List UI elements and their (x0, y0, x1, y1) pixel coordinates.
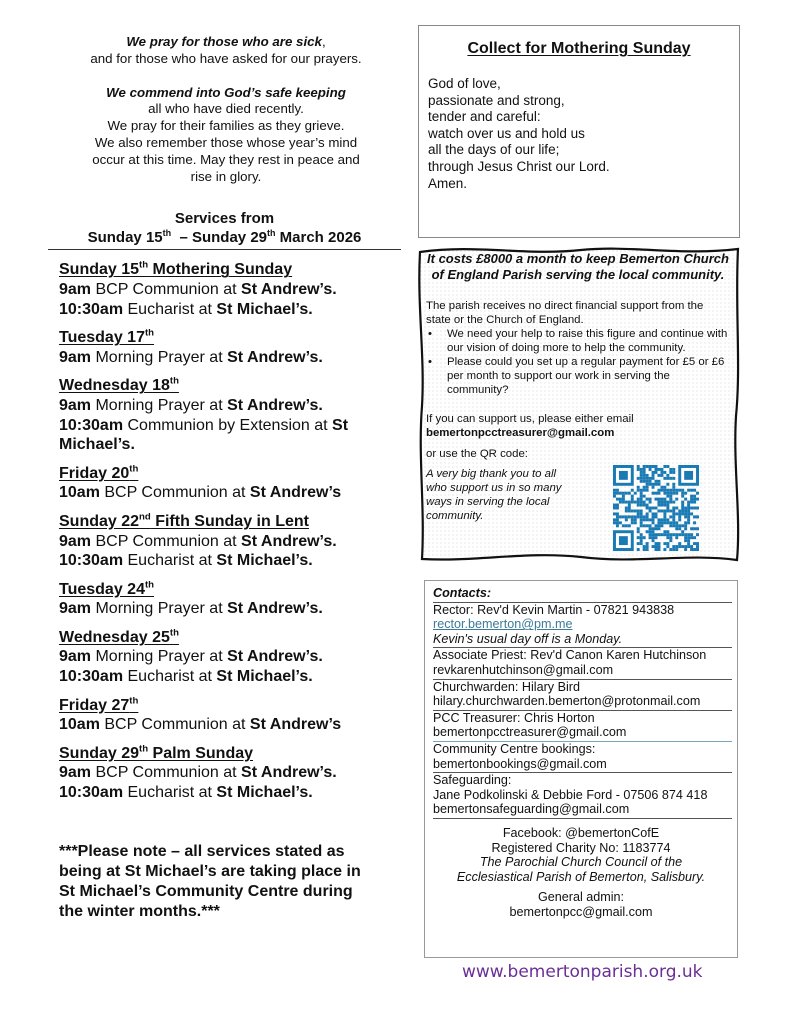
contacts-heading: Contacts: (433, 586, 732, 603)
appeal-box (416, 246, 742, 564)
services-title-line2: Sunday 15th – Sunday 29th March 2026 (87, 228, 362, 247)
service-day (59, 260, 397, 319)
associate-name: Associate Priest: Rev'd Canon Karen Hutchinson (433, 648, 707, 663)
appeal-bullets (426, 327, 730, 397)
rector-note: Kevin's usual day off is a Monday. (433, 631, 623, 646)
service-desc: BCP Communion at (91, 764, 242, 782)
service-day (59, 580, 397, 619)
service-desc: BCP Communion at (91, 532, 242, 550)
winter-note: ***Please note – all services stated as being at St Michael’s are taking place in St Michael’s Community Centre during the winter months.*** (59, 842, 361, 920)
collect-line: watch over us and hold us (428, 125, 585, 141)
appeal-title: It costs £8000 a month to keep Bemerton Church of England Parish serving the local community. (427, 251, 729, 283)
service-item (59, 551, 397, 571)
collect-line: all the days of our life; (428, 142, 560, 158)
collect-box (418, 25, 740, 238)
service-time: 10:30am (59, 300, 124, 318)
service-item (59, 667, 397, 687)
service-item (59, 396, 397, 416)
service-desc: Morning Prayer at (91, 396, 228, 414)
contacts-footer (425, 826, 737, 920)
contact-churchwarden (433, 680, 732, 711)
service-day-heading: Sunday 22nd Fifth Sunday in Lent (59, 511, 309, 530)
treasurer-email-link[interactable]: bemertonpcctreasurer@gmail.com (426, 426, 615, 439)
service-day (59, 696, 397, 735)
service-day-heading: Tuesday 24th (59, 579, 155, 598)
contact-bookings (433, 742, 732, 773)
service-day (59, 628, 397, 687)
collect-line: Amen. (428, 175, 468, 191)
safeguarding-email: bemertonsafeguarding@gmail.com (433, 802, 630, 817)
service-desc: BCP Communion at (99, 716, 250, 734)
service-desc: Eucharist at (123, 300, 217, 318)
rector-email-link[interactable]: rector.bemerton@pm.me (433, 617, 573, 632)
admin-label: General admin: (537, 890, 625, 905)
contact-treasurer (433, 711, 732, 742)
service-item (59, 280, 397, 300)
service-place: St Michael’s. (216, 552, 313, 570)
service-place: St Andrew’s. (241, 532, 337, 550)
appeal-intro: The parish receives no direct financial support from the state or the Church of England. (426, 299, 704, 326)
collect-line: God of love, (428, 76, 501, 91)
bookings-label: Community Centre bookings: (433, 741, 596, 756)
service-day (59, 376, 397, 454)
commend-line: occur at this time. May they rest in peace and (92, 151, 360, 167)
service-time: 9am (59, 648, 92, 666)
service-desc: Morning Prayer at (91, 648, 228, 666)
service-time: 10:30am (59, 784, 124, 802)
contact-safeguarding (433, 773, 732, 819)
services-divider (48, 249, 401, 250)
commend-heading: We commend into God’s safe keeping (106, 84, 346, 100)
appeal-bullet: • We need your help to raise this figure and continue with our vision of doing more to help the community. (426, 327, 730, 355)
contact-associate (433, 648, 732, 679)
collect-line: through Jesus Christ our Lord. (428, 158, 610, 174)
commend-line: all who have died recently. (148, 101, 304, 117)
service-place: St Michael’s. (216, 300, 313, 318)
service-place: St Andrew’s. (227, 648, 323, 666)
services-title-line1: Services from (174, 210, 275, 228)
service-time: 10:30am (59, 552, 124, 570)
service-day-heading: Friday 20th (59, 463, 139, 482)
service-place: St Michael’s. (59, 416, 349, 454)
service-time: 9am (59, 348, 92, 366)
service-day-heading: Tuesday 17th (59, 327, 155, 347)
service-day-heading: Sunday 29th Palm Sunday (59, 743, 254, 762)
service-time: 10am (59, 716, 100, 734)
service-time: 9am (59, 396, 92, 414)
service-time: 9am (59, 532, 92, 550)
service-desc: Eucharist at (123, 668, 217, 686)
bookings-email: bemertonbookings@gmail.com (433, 756, 607, 771)
service-place: St Andrew’s. (227, 348, 323, 366)
service-desc: Morning Prayer at (91, 600, 228, 618)
service-place: St Andrew’s. (227, 600, 323, 618)
collect-title: Collect for Mothering Sunday (467, 40, 691, 57)
service-item (59, 763, 397, 783)
associate-email: revkarenhutchinson@gmail.com (433, 662, 614, 677)
sick-line: and for those who have asked for our prayers. (90, 50, 362, 66)
facebook-handle: Facebook: @bemertonCofE (502, 825, 660, 840)
collect-line: passionate and strong, (428, 92, 565, 108)
left-column (52, 34, 397, 922)
sick-heading: We pray for those who are sick (126, 34, 322, 49)
website-link[interactable]: www.bemertonparish.org.uk (462, 962, 703, 982)
council-line: The Parochial Church Council of the (479, 855, 683, 870)
email-prompt: If you can support us, please either email (426, 412, 634, 425)
service-time: 9am (59, 280, 92, 298)
service-day-heading: Wednesday 18th (59, 376, 179, 395)
treasurer-name: PCC Treasurer: Chris Horton (433, 710, 595, 725)
service-place: St Andrew’s. (227, 396, 323, 414)
sick-heading-comma: , (321, 34, 326, 49)
service-place: St Andrew’s (249, 716, 342, 734)
collect-body (428, 76, 739, 192)
services-title (52, 209, 397, 247)
rector-name: Rector: Rev'd Kevin Martin - 07821 943838 (433, 602, 675, 617)
collect-line: tender and careful: (428, 109, 541, 125)
prayers-section (52, 34, 397, 185)
service-item (59, 599, 397, 619)
charity-number: Registered Charity No: 1183774 (491, 840, 671, 855)
service-item (59, 300, 397, 320)
service-desc: Communion by Extension at (123, 416, 333, 434)
service-item (59, 647, 397, 667)
safeguarding-people: Jane Podkolinski & Debbie Ford - 07506 874 418 (433, 787, 708, 802)
admin-email: bemertonpcc@gmail.com (509, 904, 653, 919)
appeal-bullet: • Please could you set up a regular payment for £5 or £6 per month to support our work in serving the community? (426, 355, 730, 397)
service-item (59, 416, 397, 455)
commend-line: We also remember those whose year’s mind (94, 134, 358, 150)
service-day-heading: Sunday 15th Mothering Sunday (59, 260, 293, 279)
service-item (59, 532, 397, 552)
service-desc: Morning Prayer at (91, 348, 228, 366)
service-item (59, 715, 397, 735)
service-time: 10am (59, 484, 100, 502)
service-day (59, 464, 397, 503)
thanks-text: A very big thank you to all who support us in so many ways in serving the local community. (426, 467, 562, 522)
service-time: 9am (59, 600, 92, 618)
service-day (59, 512, 397, 571)
service-time: 10:30am (59, 416, 124, 434)
service-time: 9am (59, 764, 92, 782)
treasurer-email: bemertonpcctreasurer@gmail.com (433, 725, 627, 740)
qr-prompt: or use the QR code: (426, 447, 528, 460)
service-day (59, 328, 397, 367)
service-desc: Eucharist at (123, 784, 217, 802)
council-line: Ecclesiastical Parish of Bemerton, Salisbury. (456, 869, 706, 884)
service-item (59, 483, 397, 503)
churchwarden-name: Churchwarden: Hilary Bird (433, 679, 580, 694)
qr-code-icon[interactable] (613, 465, 699, 551)
service-place: St Andrew’s. (241, 764, 337, 782)
commend-line: rise in glory. (190, 168, 262, 184)
service-day-heading: Friday 27th (59, 695, 139, 714)
service-place: St Michael’s. (216, 784, 313, 802)
service-item (59, 348, 397, 368)
service-day (59, 744, 397, 803)
churchwarden-email: hilary.churchwarden.bemerton@protonmail.com (433, 694, 701, 709)
service-desc: BCP Communion at (99, 484, 250, 502)
service-place: St Andrew’s. (241, 280, 337, 298)
service-place: St Michael’s. (216, 668, 313, 686)
safeguarding-label: Safeguarding: (433, 773, 512, 788)
contact-rector (433, 603, 732, 649)
services-list (59, 260, 397, 802)
service-desc: Eucharist at (123, 552, 217, 570)
service-item (59, 783, 397, 803)
service-place: St Andrew’s (249, 484, 342, 502)
commend-line: We pray for their families as they grieve. (107, 118, 345, 134)
contacts-box (424, 580, 738, 958)
service-time: 10:30am (59, 668, 124, 686)
service-day-heading: Wednesday 25th (59, 627, 179, 646)
service-desc: BCP Communion at (91, 280, 242, 298)
